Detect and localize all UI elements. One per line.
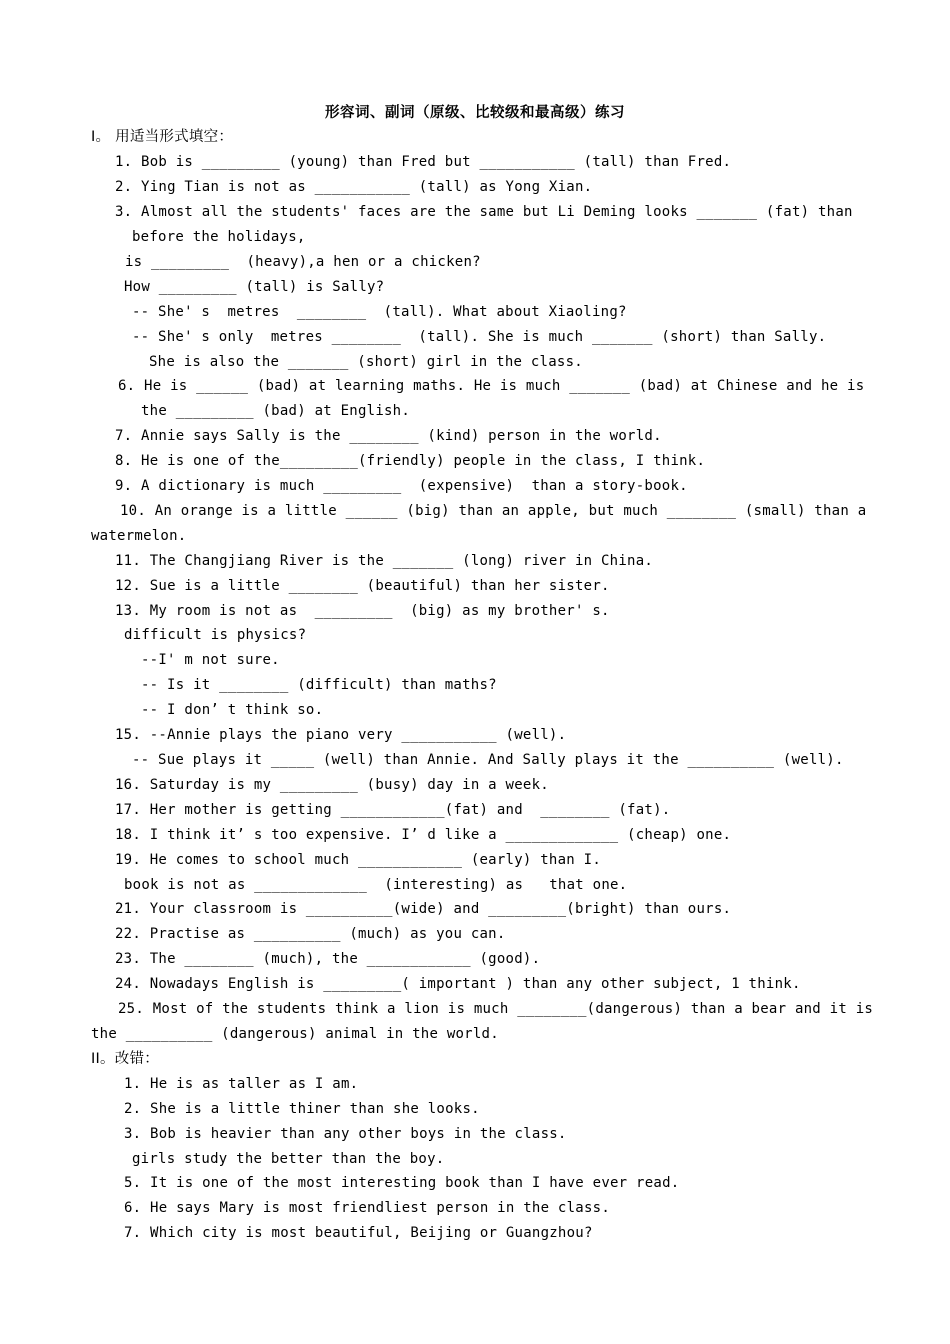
exercise-line: --I' m not sure. bbox=[141, 652, 280, 668]
exercise-line: 11. The Changjiang River is the _______ (long) river in China. bbox=[115, 553, 654, 569]
exercise-line: 21. Your classroom is __________(wide) and _________(bright) than ours. bbox=[115, 901, 732, 917]
exercise-line: watermelon. bbox=[91, 528, 187, 544]
exercise-line: book is not as _____________ (interesting) as that one. bbox=[124, 877, 628, 893]
exercise-line: 6. He is ______ (bad) at learning maths. He is much _______ (bad) at Chinese and he is bbox=[118, 378, 865, 394]
exercise-line: -- I don’ t think so. bbox=[141, 702, 324, 718]
correction-line: 7. Which city is most beautiful, Beijing or Guangzhou? bbox=[124, 1225, 593, 1241]
exercise-line: 24. Nowadays English is _________( important ) than any other subject, 1 think. bbox=[115, 976, 801, 992]
exercise-line: 16. Saturday is my _________ (busy) day in a week. bbox=[115, 777, 549, 793]
section-2-heading: II。改错： bbox=[91, 1051, 160, 1067]
exercise-line: 3. Almost all the students' faces are the same but Li Deming looks _______ (fat) than bbox=[115, 204, 853, 220]
exercise-line: before the holidays, bbox=[132, 229, 306, 245]
exercise-line: 1. Bob is _________ (young) than Fred but ___________ (tall) than Fred. bbox=[115, 154, 732, 170]
exercise-line: 17. Her mother is getting ____________(fat) and ________ (fat). bbox=[115, 802, 671, 818]
correction-line: 1. He is as taller as I am. bbox=[124, 1076, 359, 1092]
exercise-line: 9. A dictionary is much _________ (expensive) than a story-book. bbox=[115, 478, 688, 494]
exercise-line: How _________ (tall) is Sally? bbox=[124, 279, 385, 295]
exercise-line: 25. Most of the students think a lion is much ________(dangerous) than a bear and it is bbox=[118, 1001, 874, 1017]
correction-line: 3. Bob is heavier than any other boys in the class. bbox=[124, 1126, 567, 1142]
exercise-line: 7. Annie says Sally is the ________ (kind) person in the world. bbox=[115, 428, 662, 444]
exercise-line: is _________ (heavy),a hen or a chicken? bbox=[125, 254, 481, 270]
correction-line: girls study the better than the boy. bbox=[132, 1151, 445, 1167]
exercise-line: the __________ (dangerous) animal in the world. bbox=[91, 1026, 499, 1042]
exercise-line: -- Sue plays it _____ (well) than Annie. And Sally plays it the __________ (well). bbox=[132, 752, 844, 768]
exercise-line: -- She' s only metres ________ (tall). She is much _______ (short) than Sally. bbox=[132, 329, 827, 345]
correction-line: 5. It is one of the most interesting book than I have ever read. bbox=[124, 1175, 680, 1191]
exercise-line: difficult is physics? bbox=[124, 627, 307, 643]
exercise-line: 22. Practise as __________ (much) as you can. bbox=[115, 926, 506, 942]
exercise-line: 12. Sue is a little ________ (beautiful) than her sister. bbox=[115, 578, 610, 594]
exercise-line: 18. I think it’ s too expensive. I’ d like a _____________ (cheap) one. bbox=[115, 827, 732, 843]
exercise-line: 2. Ying Tian is not as ___________ (tall) as Yong Xian. bbox=[115, 179, 593, 195]
exercise-line: 10. An orange is a little ______ (big) than an apple, but much ________ (small) than a bbox=[120, 503, 867, 519]
correction-line: 6. He says Mary is most friendliest person in the class. bbox=[124, 1200, 611, 1216]
section-1-heading: I。 用适当形式填空： bbox=[91, 129, 234, 145]
exercise-line: 19. He comes to school much ____________ (early) than I. bbox=[115, 852, 602, 868]
exercise-line: -- She' s metres ________ (tall). What about Xiaoling? bbox=[132, 304, 627, 320]
exercise-line: She is also the _______ (short) girl in the class. bbox=[149, 354, 583, 370]
exercise-line: the _________ (bad) at English. bbox=[141, 403, 411, 419]
exercise-line: 8. He is one of the_________(friendly) people in the class, I think. bbox=[115, 453, 706, 469]
exercise-line: -- Is it ________ (difficult) than maths? bbox=[141, 677, 497, 693]
exercise-line: 23. The ________ (much), the ____________ (good). bbox=[115, 951, 541, 967]
correction-line: 2. She is a little thiner than she looks. bbox=[124, 1101, 480, 1117]
exercise-line: 15. --Annie plays the piano very ___________ (well). bbox=[115, 727, 567, 743]
page-title: 形容词、副词（原级、比较级和最高级）练习 bbox=[325, 104, 625, 121]
exercise-line: 13. My room is not as _________ (big) as my brother' s. bbox=[115, 603, 610, 619]
